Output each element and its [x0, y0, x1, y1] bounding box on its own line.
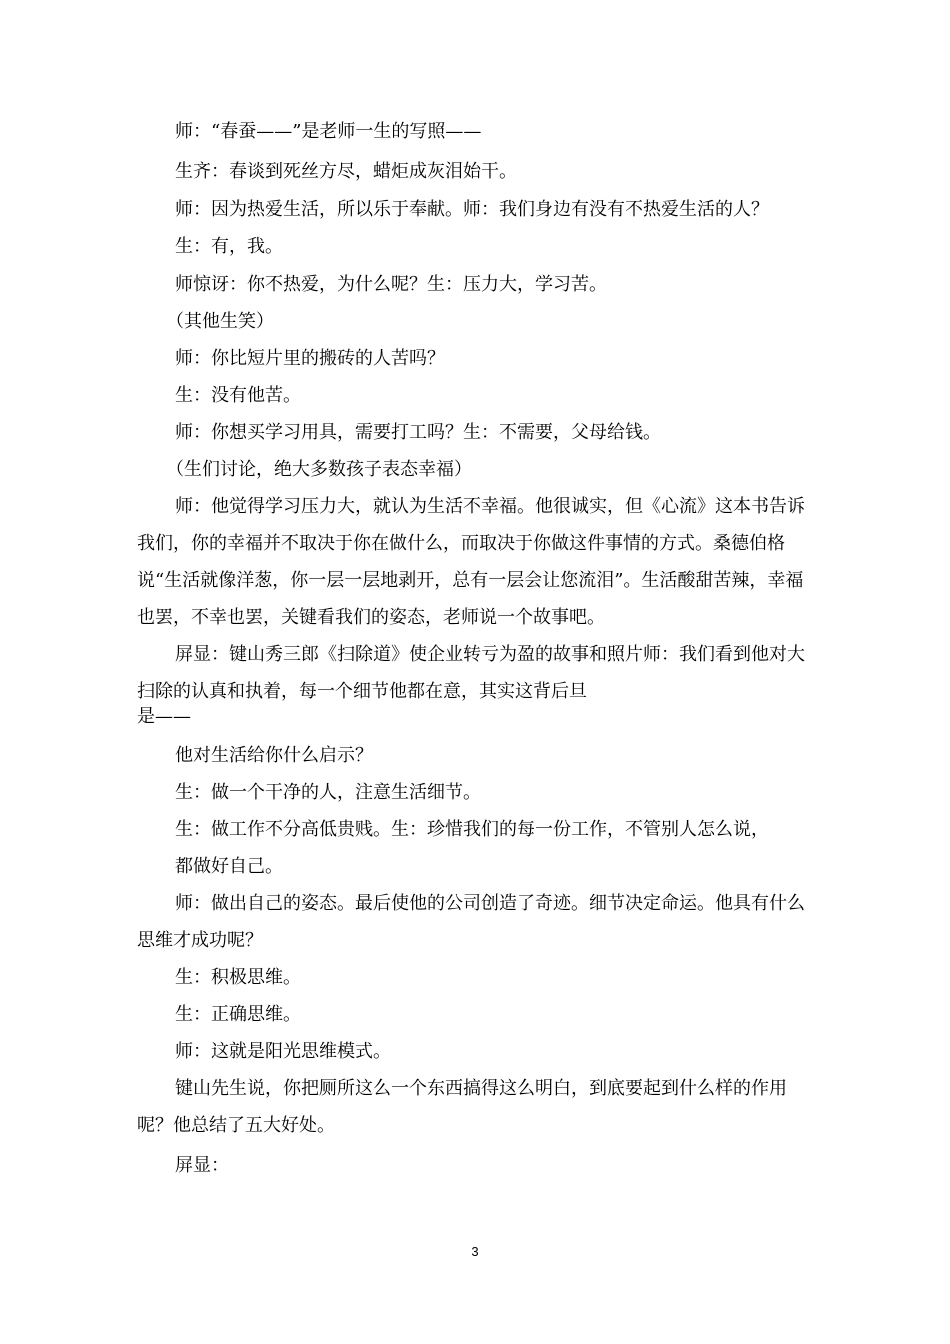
paragraph-8: 生：没有他苦。 [175, 385, 301, 406]
paragraph-11: 师：他觉得学习压力大，就认为生活不幸福。他很诚实，但《心流》这本书告诉我们，你的幸福并不取决于你在做什么，而取决于你做这件事情的方式。桑德伯格说“生活就像洋葱，你一层一层地剥开，总有一层会让您流泪”。生活酸甜苦辣，幸福也罢，不幸也罢，关键看我们的姿态，老师说一个故事吧。 [137, 496, 805, 628]
paragraph-19: 生：积极思维。 [175, 967, 301, 988]
paragraph-1: 师：“春蚕——”是老师一生的写照—— [175, 121, 482, 142]
paragraph-21: 师：这就是阳光思维模式。 [175, 1041, 391, 1062]
paragraph-14: 他对生活给你什么启示？ [175, 745, 373, 766]
paragraph-5: 师惊讶：你不热爱，为什么呢？生：压力大，学习苦。 [175, 274, 607, 295]
paragraph-9: 师：你想买学习用具，需要打工吗？生：不需要，父母给钱。 [175, 422, 661, 443]
paragraph-22: 键山先生说，你把厕所这么一个东西搞得这么明白，到底要起到什么样的作用呢？他总结了五大好处。 [137, 1078, 787, 1136]
paragraph-2: 生齐：春谈到死丝方尽，蜡炬成灰泪始干。 [175, 161, 517, 182]
page-number: 3 [471, 1244, 479, 1259]
paragraph-13: 是—— [137, 706, 191, 727]
paragraph-15: 生：做一个干净的人，注意生活细节。 [175, 782, 481, 803]
paragraph-6: （其他生笑） [166, 311, 274, 332]
paragraph-4: 生：有，我。 [175, 236, 283, 257]
paragraph-20: 生：正确思维。 [175, 1004, 301, 1025]
paragraph-16: 生：做工作不分高低贵贱。生：珍惜我们的每一份工作，不管别人怎么说， [175, 819, 769, 840]
paragraph-7: 师：你比短片里的搬砖的人苦吗？ [175, 348, 445, 369]
paragraph-17: 都做好自己。 [175, 856, 283, 877]
paragraph-10: （生们讨论，绝大多数孩子表态幸福） [166, 459, 472, 480]
paragraph-18: 师：做出自己的姿态。最后使他的公司创造了奇迹。细节决定命运。他具有什么思维才成功呢？ [137, 893, 805, 951]
paragraph-3: 师：因为热爱生活，所以乐于奉献。师：我们身边有没有不热爱生活的人？ [175, 199, 769, 220]
paragraph-23: 屏显： [175, 1155, 229, 1176]
paragraph-12: 屏显：键山秀三郎《扫除道》使企业转亏为盈的故事和照片师：我们看到他对大扫除的认真和执着，每一个细节他都在意，其实这背后旦 [137, 644, 805, 702]
